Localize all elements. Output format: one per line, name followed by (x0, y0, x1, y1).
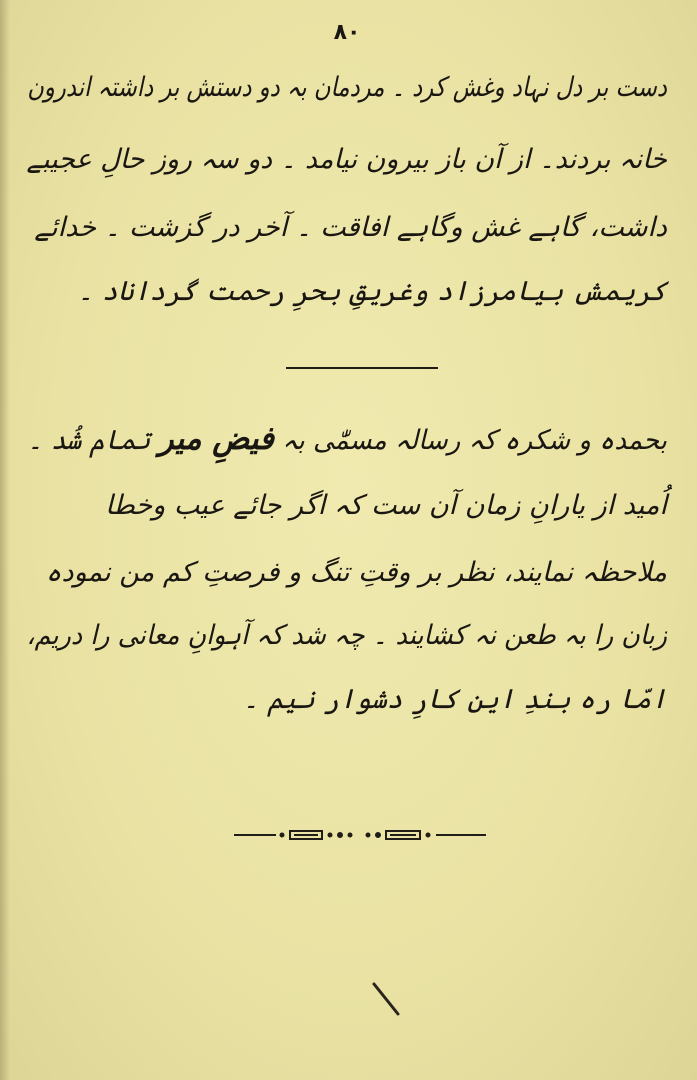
paragraph-2-line-3: ملاحظہ نمایند، نظر بر وقتِ تنگ و فرصتِ کم من نمودہ (45, 557, 667, 588)
paragraph-1-line-4: کریمش بیامرزاد وغریقِ بحرِ رحمت گرداناد ۔ (77, 276, 667, 307)
colophon-text-after: تمام شُد ۔ (27, 425, 151, 456)
book-title: فیضِ میر (158, 419, 274, 457)
paragraph-2-line-2: اُمید از یارانِ زمان آن ست کہ اگر جائے عیب وخطا (105, 490, 667, 521)
paragraph-2-line-5: امّا رہ بندِ این کارِ دشوار نیم ۔ (243, 684, 667, 715)
paragraph-1-line-3: داشت، گاہے غش وگاہے افاقت ۔ آخر در گزشت ۔ خدائے (34, 212, 667, 243)
paragraph-2-line-1 (27, 418, 667, 461)
page-number: ۸۰ (333, 20, 361, 45)
paragraph-1-line-1: دست بر دل نہاد وغش کرد ۔ مردمان بہ دو دستش بر داشتہ اندرون (27, 72, 667, 103)
ink-stray-mark-icon (368, 980, 408, 1020)
section-separator-rule (286, 367, 438, 369)
paragraph-1-line-2: خانہ بردند۔ از آن باز بیرون نیامد ۔ دو سہ روز حالِ عجیبے (26, 144, 667, 175)
paragraph-2-line-4: زبان را بہ طعن نہ کشایند ۔ چہ شد کہ آہوانِ معانی را دریم، (26, 620, 667, 651)
colophon-text-before: بحمدہ و شکرہ کہ رسالہ مسمّٰی بہ (282, 425, 667, 456)
decorative-divider-icon (232, 822, 488, 848)
page-edge-shadow (0, 0, 10, 1080)
